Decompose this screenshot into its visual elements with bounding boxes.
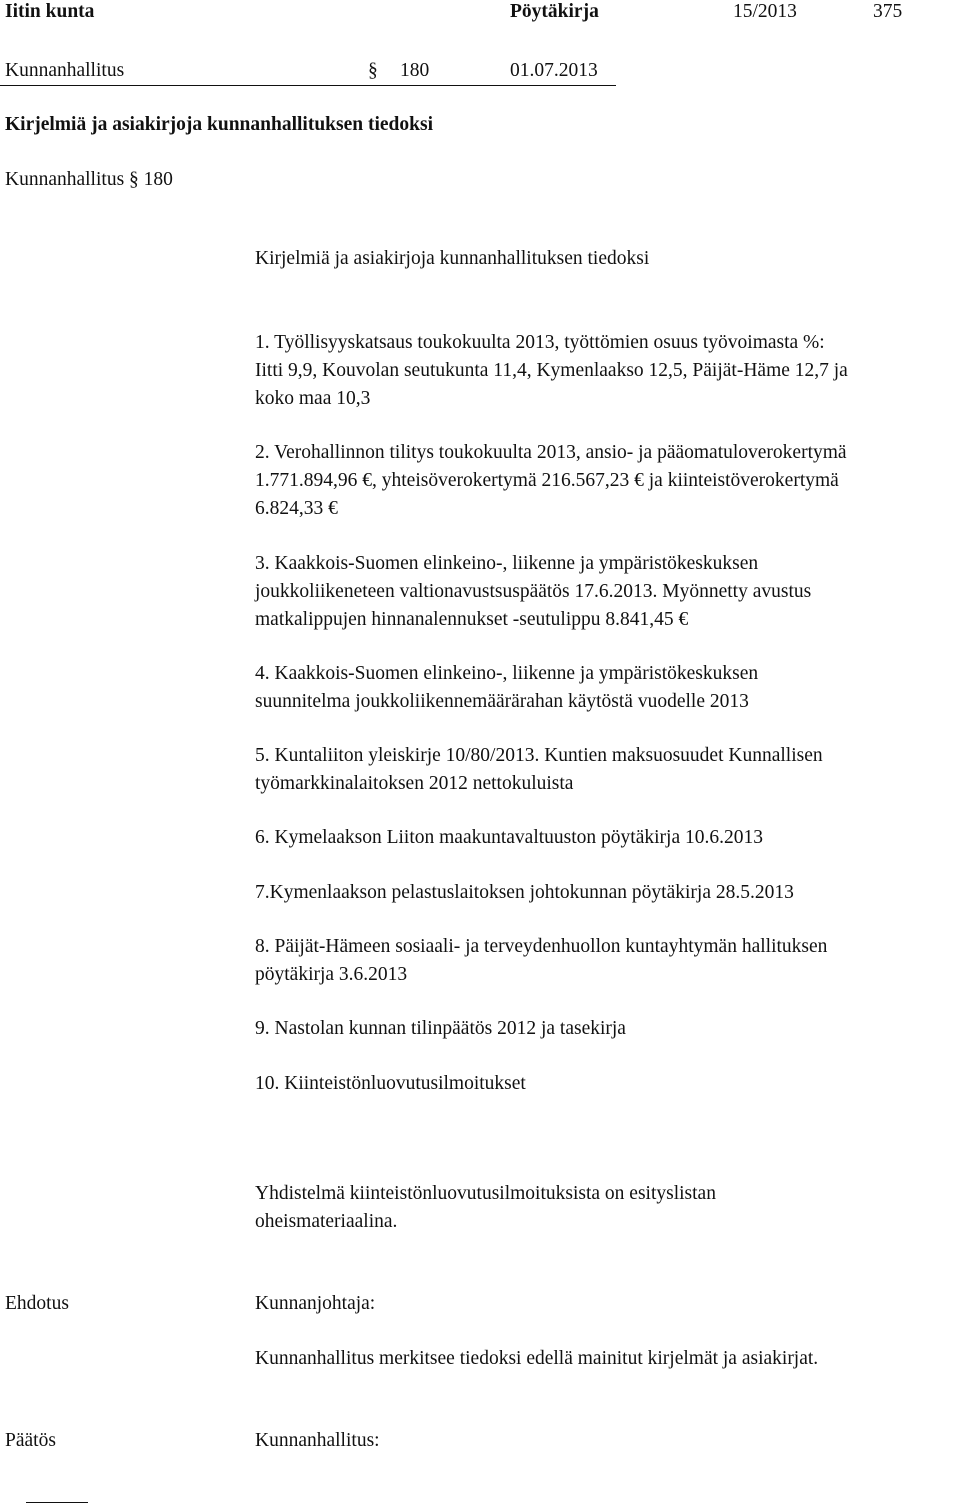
list-item-line: 7.Kymenlaakson pelastuslaitoksen johtokunnan pöytäkirja 28.5.2013 — [255, 882, 794, 903]
list-item-line: 8. Päijät-Hämeen sosiaali- ja terveydenhuollon kuntayhtymän hallituksen — [255, 936, 828, 957]
list-item-line: 6. Kymelaakson Liiton maakuntavaltuuston pöytäkirja 10.6.2013 — [255, 827, 763, 848]
list-item-line: suunnitelma joukkoliikennemäärärahan käytöstä vuodelle 2013 — [255, 691, 749, 712]
page-number: 375 — [873, 1, 903, 22]
list-item-line: 1.771.894,96 €, yhteisöverokertymä 216.567,23 € ja kiinteistöverokertymä — [255, 470, 839, 491]
preparation-label: Kunnanhallitus § 180 — [5, 169, 173, 190]
list-item — [255, 439, 955, 523]
document-type: Pöytäkirja — [510, 1, 599, 22]
preparation-title-text: Kirjelmiä ja asiakirjoja kunnanhallituksen tiedoksi — [255, 248, 650, 269]
list-item-line: 10. Kiinteistönluovutusilmoitukset — [255, 1073, 526, 1094]
list-item-line: 3. Kaakkois-Suomen elinkeino-, liikenne ja ympäristökeskuksen — [255, 553, 759, 574]
section-number: 180 — [400, 60, 430, 81]
list-item-line: 4. Kaakkois-Suomen elinkeino-, liikenne ja ympäristökeskuksen — [255, 663, 759, 684]
list-item — [255, 879, 955, 907]
document-number: 15/2013 — [733, 1, 797, 22]
list-item-line: matkalippujen hinnanalennukset -seutulippu 8.841,45 € — [255, 609, 689, 630]
proposal-text: Kunnanhallitus merkitsee tiedoksi edellä mainitut kirjelmät ja asiakirjat. — [255, 1348, 819, 1369]
list-item-line: 1. Työllisyyskatsaus toukokuulta 2013, työttömien osuus työvoimasta %: — [255, 332, 825, 353]
summary-text — [255, 1180, 955, 1236]
list-item — [255, 550, 955, 634]
decision-body: Kunnanhallitus: — [255, 1430, 380, 1451]
preparation-title — [255, 245, 955, 273]
page-title: Kirjelmiä ja asiakirjoja kunnanhallituksen tiedoksi — [5, 114, 433, 135]
proposal-presenter: Kunnanjohtaja: — [255, 1293, 376, 1314]
list-item-line: 6.824,33 € — [255, 498, 338, 519]
list-item-line: 2. Verohallinnon tilitys toukokuulta 2013, ansio- ja pääomatuloverokertymä — [255, 442, 847, 463]
list-item — [255, 329, 955, 413]
meeting-date: 01.07.2013 — [510, 60, 598, 81]
municipality-name: Iitin kunta — [5, 1, 95, 22]
list-item-line: 9. Nastolan kunnan tilinpäätös 2012 ja tasekirja — [255, 1018, 626, 1039]
governing-body: Kunnanhallitus — [5, 60, 125, 81]
list-item — [255, 1070, 955, 1098]
list-item-line: koko maa 10,3 — [255, 388, 371, 409]
list-item-line: Iitti 9,9, Kouvolan seutukunta 11,4, Kymenlaakso 12,5, Päijät-Häme 12,7 ja — [255, 360, 848, 381]
proposal-label: Ehdotus — [5, 1293, 69, 1314]
section-sign: § — [368, 60, 378, 81]
list-item-line: työmarkkinalaitoksen 2012 nettokuluista — [255, 773, 574, 794]
list-item-line: joukkoliikeneteen valtionavustsuspäätös 17.6.2013. Myönnetty avustus — [255, 581, 812, 602]
footer-rule — [26, 1502, 88, 1503]
list-item — [255, 1015, 955, 1043]
list-item-line: pöytäkirja 3.6.2013 — [255, 964, 408, 985]
list-item — [255, 933, 955, 989]
list-item-line: 5. Kuntaliiton yleiskirje 10/80/2013. Kuntien maksuosuudet Kunnallisen — [255, 745, 823, 766]
summary-line: oheismateriaalina. — [255, 1211, 398, 1232]
header-rule — [0, 85, 616, 86]
list-item — [255, 660, 955, 716]
list-item — [255, 824, 955, 852]
summary-line: Yhdistelmä kiinteistönluovutusilmoituksista on esityslistan — [255, 1183, 716, 1204]
list-item — [255, 742, 955, 798]
decision-label: Päätös — [5, 1430, 56, 1451]
